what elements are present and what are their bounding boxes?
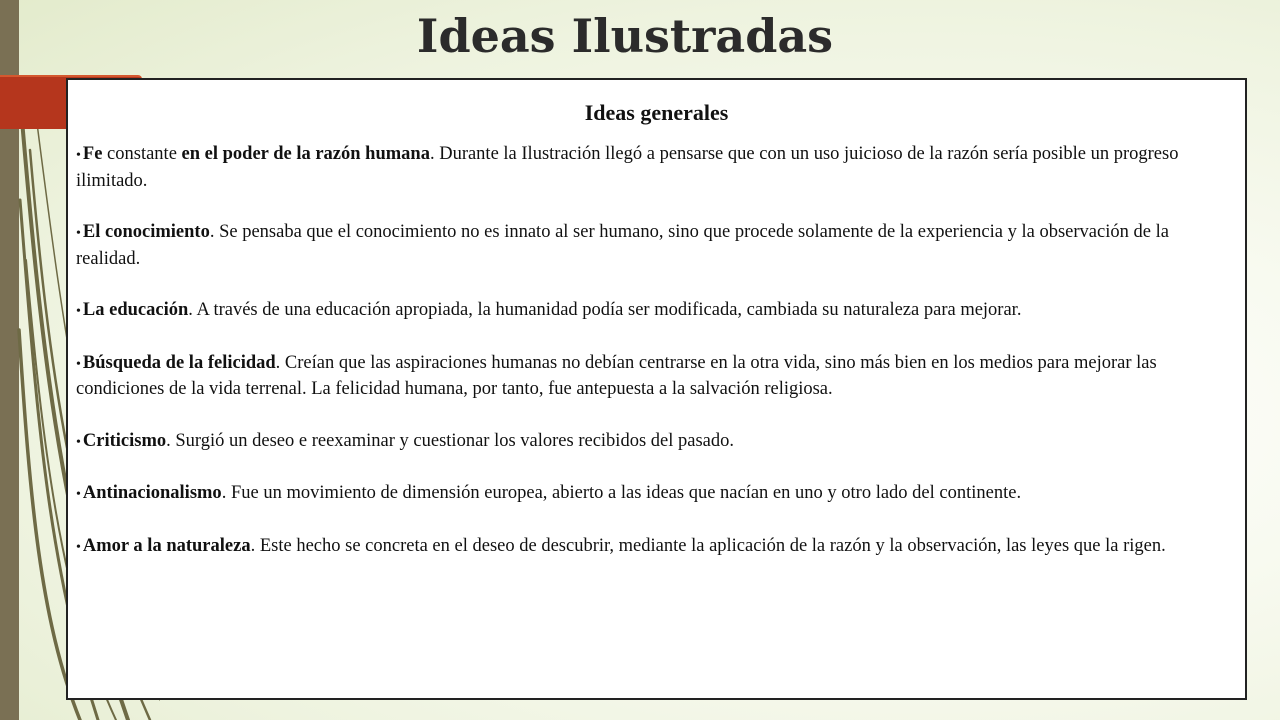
idea-term: Búsqueda de la felicidad (82, 352, 276, 373)
idea-term: Antinacionalismo (82, 483, 222, 503)
idea-text: . A través de una educación apropiada, la humanidad podía ser modificada, cambiada su naturaleza para mejorar. (188, 300, 1022, 320)
idea-term: La educación (82, 300, 189, 320)
idea-text: . Este hecho se concreta en el deseo de descubrir, mediante la aplicación de la razón y la observación, las leyes que la rigen. (250, 535, 1166, 556)
bullet-icon: • (76, 148, 81, 163)
bullet-icon: • (76, 226, 81, 241)
slide-title: Ideas Ilustradas (416, 9, 834, 63)
idea-emphasis: en el poder de la razón humana (181, 144, 430, 164)
idea-text: . Se pensaba que el conocimiento no es innato al ser humano, sino que procede solamente de la experiencia y la observación de la realidad. (76, 222, 1169, 269)
idea-item-naturaleza (76, 534, 1237, 561)
idea-term: Amor a la naturaleza (82, 535, 251, 556)
idea-middle: constante (102, 144, 182, 164)
bullet-icon: • (76, 539, 81, 555)
bullet-icon: • (76, 356, 81, 372)
idea-text: . Surgió un deseo e reexaminar y cuestionar los valores recibidos del pasado. (166, 430, 734, 451)
bullet-icon: • (76, 434, 81, 450)
idea-item-criticismo (76, 429, 1237, 456)
idea-text: . Fue un movimiento de dimensión europea, abierto a las ideas que nacían en uno y otro lado del continente. (221, 483, 1022, 503)
idea-term: El conocimiento (82, 222, 210, 242)
content-box (66, 78, 1247, 700)
idea-text: . Creían que las aspiraciones humanas no debían centrarse en la otra vida, sino más bien en los medios para mejorar las condiciones de la vida terrenal. La felicidad humana, por tanto, fue antepuesta a la salvación religiosa. (76, 352, 1157, 399)
idea-term: Criticismo (82, 430, 167, 451)
idea-item-conocimiento (76, 220, 1237, 272)
idea-term: Fe (82, 144, 103, 164)
idea-item-felicidad (76, 351, 1237, 403)
box-heading: Ideas generales (584, 100, 729, 125)
bullet-icon: • (76, 487, 81, 502)
idea-item-fe (76, 142, 1237, 194)
idea-text: . Durante la Ilustración llegó a pensarse que con un uso juicioso de la razón sería posible un progreso ilimitado. (76, 144, 1179, 191)
idea-item-educacion (76, 298, 1237, 325)
idea-item-antinacionalismo (76, 481, 1237, 508)
bullet-icon: • (76, 304, 81, 319)
